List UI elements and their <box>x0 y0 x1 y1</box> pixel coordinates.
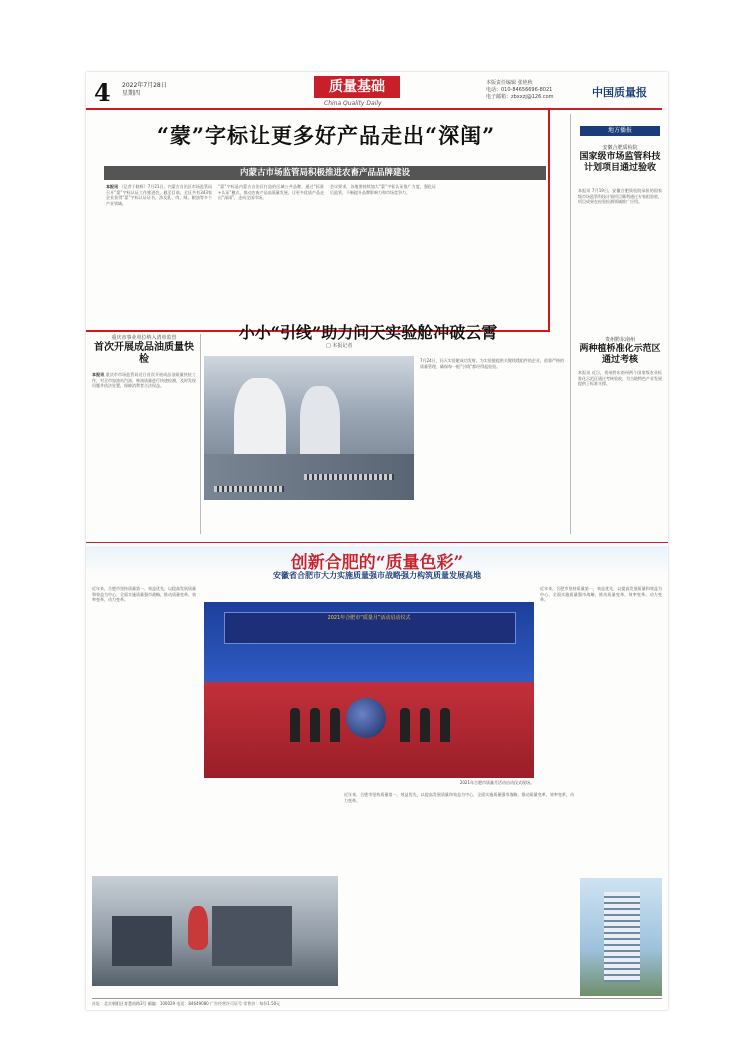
worker-figure <box>188 906 208 950</box>
editor-line: 本版责任编辑 张艳秋 <box>486 80 533 86</box>
stage-globe <box>346 698 386 738</box>
factory-photo <box>92 876 338 986</box>
stage-banner-text: 2021年合肥市“质量月”活动启动仪式 <box>327 615 411 621</box>
left-story-text: 重庆市市场监管局近日首次开展成品油质量快检工作，对全市加油站汽油、柴油质量进行快速检测，及时发现问题并依法处置，保障消费者合法权益。 <box>92 372 196 389</box>
workbench <box>204 454 414 500</box>
feature-subtitle: 安徽省合肥市大力实施质量强市战略强力构筑质量发展高地 <box>273 571 481 580</box>
left-story-byline: 本报讯 <box>92 372 105 377</box>
column-divider <box>200 334 201 534</box>
guest-figure <box>440 708 450 742</box>
section-title: 质量基础 <box>314 76 400 98</box>
lead-body-text: 会议要求，各地要持续加大“蒙”字标认证推广力度，强化证后监管，不断提升品牌影响力和市场竞争力。 <box>330 184 436 195</box>
news-title: 国家级市场监管科技计划项目通过验收 <box>579 152 661 173</box>
guest-figure <box>420 708 430 742</box>
left-story-title: 首次开展成品油质量快检 <box>94 342 194 365</box>
guest-figure <box>330 708 340 742</box>
lead-body-text: （记者于晓辉）7月21日，内蒙古自治区市场监管局召开“蒙”字标认证工作推进会。截至目前，全区共有343家企业获得“蒙”字标认证证书，涉及乳、肉、绒、粮油等多个产业领域。 <box>106 184 212 206</box>
cable-parts <box>214 486 284 492</box>
lead-body-column <box>106 184 212 324</box>
feature-body-bottom: 近年来，合肥市坚持质量第一、效益优先，以提高发展质量和效益为中心，全面实施质量强市战略，推动质量变革、效率变革、动力变革。 <box>344 792 574 803</box>
page-footer: 社址：北京朝阳区育慧南路3号 邮编：100029 电话：84649080 广告经营许可证号 零售价：每份1.50元 <box>92 998 662 1007</box>
news-kicker: 贵州黔东南州 <box>604 337 635 343</box>
weekday-text: 星期四 <box>122 90 141 97</box>
cable-parts <box>304 474 394 480</box>
newspaper-page <box>86 72 668 1010</box>
date-text: 2022年7月28日 <box>122 82 167 89</box>
column-divider <box>570 114 571 534</box>
editor-info <box>486 80 554 101</box>
masthead-logo: 中国质量报 <box>592 86 647 99</box>
feature-body-right: 近年来，合肥市坚持质量第一、效益优先，以提高发展质量和效益为中心，全面实施质量强市战略，推动质量变革、效率变革、动力变革。 <box>540 586 662 603</box>
office-tower <box>604 892 640 982</box>
worker-figure <box>300 386 340 464</box>
left-story-body <box>92 372 196 532</box>
machine-shape <box>112 916 172 966</box>
guest-figure <box>290 708 300 742</box>
lead-body-text: “蒙”字标是内蒙古自治区打造的区域公共品牌，通过“标准+认证”模式，推动农畜产品高质量发展，让更多优质产品走出“深闺”，走向全国市场。 <box>218 184 324 201</box>
issue-date <box>122 82 167 98</box>
feature-title: 创新合肥的“质量色彩” <box>290 553 464 573</box>
editor-line: 电子邮箱：zbxxzj@126.com <box>486 94 554 100</box>
section-subtitle-en: China Quality Daily <box>324 100 382 107</box>
news-kicker: 安徽合肥质检院 <box>602 145 638 151</box>
middle-story-title: 小小“引线”助力问天实验舱冲破云霄 <box>238 323 498 342</box>
lead-headline: “蒙”字标让更多好产品走出“深闺” <box>156 123 496 148</box>
lead-byline: 本报讯 <box>106 184 119 189</box>
news-body: 本报讯 7月19日，安徽合肥质检院承担的国家级市场监管科技计划项目顺利通过专家组验收，项目成果在检验检测领域推广应用。 <box>578 188 662 205</box>
left-story-kicker: 重庆市事业单位纳入清单监管 <box>111 335 177 341</box>
building-photo <box>580 878 662 996</box>
local-news-label: 地方播报 <box>580 126 660 136</box>
guest-figure <box>400 708 410 742</box>
feature-body: 近年来，合肥市坚持质量第一、效益优先，以提高发展质量和效益为中心，全面实施质量强市战略，推动质量变革、效率变革、动力变革。 <box>92 586 196 603</box>
lead-subtitle: 内蒙古市场监管局积极推进农畜产品品牌建设 <box>239 168 410 178</box>
guest-figure <box>310 708 320 742</box>
middle-story-byline: □ 本报记者 <box>326 343 353 349</box>
editor-line: 电话：010-84656696-8021 <box>486 87 553 93</box>
ceremony-photo <box>204 602 534 778</box>
middle-story-body: 7月24日，问天实验舱成功发射。为实验舱提供关键线缆组件的企业，依靠严格的质量管理，确保每一根“引线”都经得起检验。 <box>420 358 564 369</box>
machine-shape <box>212 906 292 966</box>
news-title: 两种植桥准化示范区通过考核 <box>579 344 661 365</box>
lead-body-column <box>218 184 324 324</box>
ceremony-caption: 2021年合肥市质量月活动启动仪式现场。 <box>459 780 534 785</box>
news-body: 本报讯 近日，贵州黔东南州两个国家级农业标准化示范区通过考核验收，为当地特色产业发展提供了标准支撑。 <box>578 370 662 387</box>
section-divider <box>86 542 668 543</box>
page-number: 4 <box>94 78 111 107</box>
lead-body-column <box>330 184 436 324</box>
lab-photo <box>204 356 414 500</box>
